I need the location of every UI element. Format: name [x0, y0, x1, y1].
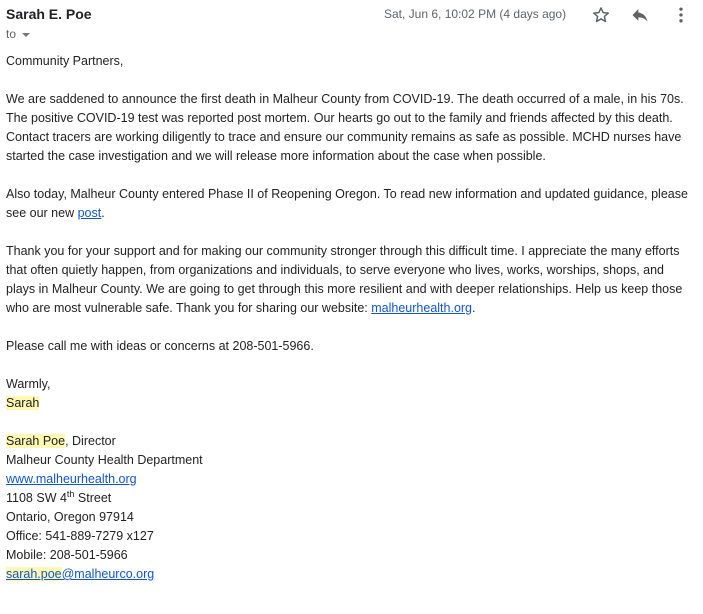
greeting: Community Partners,: [6, 54, 124, 68]
call-line: Please call me with ideas or concerns at 208-501-5966.: [6, 339, 314, 353]
signature-org: Malheur County Health Department: [6, 453, 203, 467]
signature-email-link[interactable]: [6, 567, 154, 581]
reply-button[interactable]: [627, 2, 653, 28]
paragraph-announcement: We are saddened to announce the first death in Malheur County from COVID-19. The death occurred of a male, in his 70s. The positive COVID-19 test was reported post mortem. Our hearts go out to the family and friends affected by this death. Contact tracers are working diligently to trace and ensure our community remains as safe as possible. MCHD nurses have started the case investigation and we will release more information about the case when possible.: [6, 92, 684, 163]
to-label: to: [6, 27, 17, 41]
closing-name: [6, 394, 696, 413]
signature-title: , Director: [65, 434, 116, 448]
message-body: [6, 52, 696, 584]
phase-two-text: Also today, Malheur County entered Phase II of Reopening Oregon. To read new information and updated guidance, please see our new: [6, 187, 688, 220]
address-ordinal: th: [66, 488, 75, 499]
address-number: 1108 SW 4: [6, 491, 67, 505]
signature-name: Sarah Poe: [6, 434, 66, 448]
signature-block: [6, 432, 696, 584]
sender-name[interactable]: Sarah E. Poe: [6, 6, 92, 22]
message-header: [0, 0, 703, 48]
thanks-text: Thank you for your support and for making our community stronger through this difficult time. I appreciate the many efforts that often quietly happen, from organizations and individuals, to serve everyone who lives, works, worships, shops, and plays in Malheur County. We are going to get through this more resilient and with deeper relationships. Help us keep those who are most vulnerable safe. Thank you for sharing our website:: [6, 244, 683, 315]
message-date: Sat, Jun 6, 10:02 PM (4 days ago): [384, 7, 567, 21]
website-link[interactable]: malheurhealth.org: [371, 301, 473, 315]
signature-website-line: [6, 470, 696, 489]
closing-name-highlight: Sarah: [6, 396, 40, 410]
paragraph-phase-two: [6, 185, 696, 223]
phase-two-period: .: [101, 206, 105, 220]
signature-office-phone: Office: 541-889-7279 x127: [6, 529, 154, 543]
email-domain: @malheurco.org: [61, 567, 155, 581]
email-user: sarah.poe: [6, 567, 62, 581]
thanks-period: .: [472, 301, 476, 315]
recipients-toggle[interactable]: [6, 27, 30, 41]
signature-email-line: [6, 565, 696, 584]
closing: Warmly,: [6, 377, 51, 391]
star-icon: [591, 5, 611, 25]
paragraph-thanks: [6, 242, 696, 318]
signature-city: Ontario, Oregon 97914: [6, 510, 134, 524]
more-vert-icon: [671, 5, 691, 25]
signature-mobile-phone: Mobile: 208-501-5966: [6, 548, 128, 562]
more-options-button[interactable]: [668, 2, 694, 28]
signature-website-link[interactable]: www.malheurhealth.org: [6, 472, 137, 486]
signature-address: [6, 489, 696, 508]
reply-icon: [630, 5, 650, 25]
star-button[interactable]: [588, 2, 614, 28]
post-link[interactable]: post: [77, 206, 102, 220]
signature-name-line: [6, 432, 696, 451]
caret-down-icon[interactable]: [22, 33, 30, 37]
address-street: Street: [74, 491, 112, 505]
